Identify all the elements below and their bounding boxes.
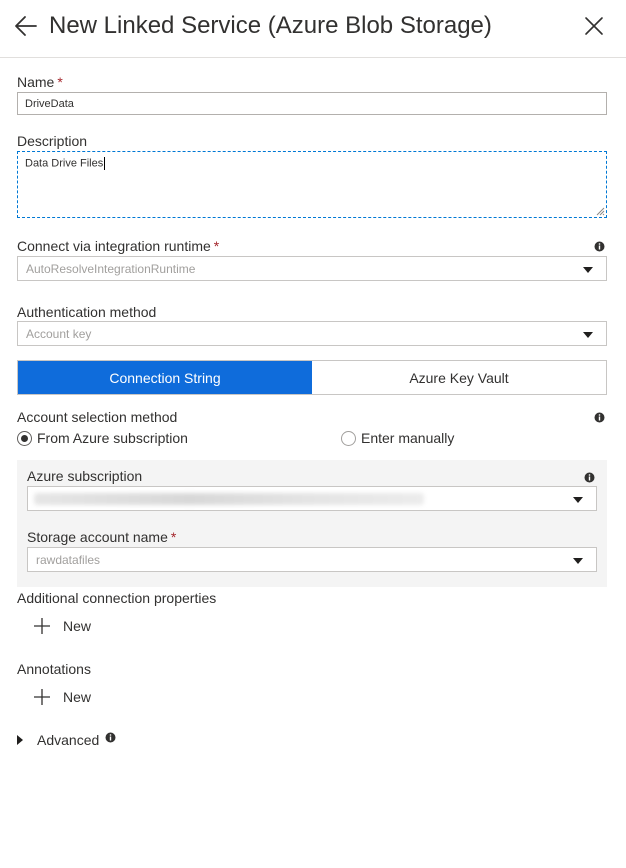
chevron-down-icon [583,332,593,338]
azure-subscription-dropdown[interactable] [27,486,597,511]
radio-unselected-icon [341,431,356,446]
chevron-down-icon [583,267,593,273]
description-value: Data Drive Files [25,157,104,170]
advanced-expander[interactable] [17,731,116,749]
connection-type-tabs [17,360,607,395]
tab-azure-key-vault[interactable]: Azure Key Vault [312,361,606,394]
storage-account-label [27,529,176,545]
name-input[interactable] [17,92,607,115]
info-icon[interactable] [594,241,605,252]
advanced-label: Advanced [37,732,100,748]
radio-label: Enter manually [361,430,455,446]
add-connection-property-button[interactable] [33,616,91,636]
tab-connection-string[interactable]: Connection String [18,361,312,394]
required-mark: * [213,238,220,254]
auth-method-dropdown[interactable] [17,321,607,346]
required-mark: * [170,529,177,545]
chevron-down-icon [573,558,583,564]
radio-enter-manually[interactable] [341,430,454,446]
integration-runtime-dropdown[interactable] [17,256,607,281]
redacted-subscription-value [34,493,424,505]
integration-runtime-value: AutoResolveIntegrationRuntime [26,262,196,276]
plus-icon [33,617,51,635]
account-selection-label: Account selection method [17,409,178,425]
page-title: New Linked Service (Azure Blob Storage) [49,12,492,39]
info-icon[interactable] [105,732,116,743]
storage-account-value: rawdatafiles [36,553,101,567]
back-arrow-icon[interactable] [12,12,40,40]
info-icon[interactable] [584,472,595,483]
name-label-text: Name [17,74,55,90]
close-icon[interactable] [582,14,606,38]
storage-account-dropdown[interactable] [27,547,597,572]
storage-account-label-text: Storage account name [27,529,168,545]
radio-from-azure-subscription[interactable] [17,430,188,446]
annotations-label: Annotations [17,661,91,677]
auth-method-label: Authentication method [17,304,157,320]
chevron-right-icon [17,735,23,745]
chevron-down-icon [573,497,583,503]
name-label [17,74,63,90]
auth-method-value: Account key [26,327,92,341]
new-label: New [63,689,92,705]
additional-properties-label: Additional connection properties [17,590,217,606]
description-label: Description [17,133,88,149]
info-icon[interactable] [594,412,605,423]
description-textarea[interactable] [17,151,607,218]
required-mark: * [57,74,63,90]
subscription-panel [17,460,607,587]
panel-header [0,0,626,58]
azure-subscription-label: Azure subscription [27,468,143,484]
text-caret [104,157,105,170]
integration-runtime-label [17,238,219,254]
integration-runtime-label-text: Connect via integration runtime [17,238,211,254]
add-annotation-button[interactable] [33,687,91,707]
resize-grip-icon[interactable] [595,206,605,216]
radio-label: From Azure subscription [37,430,188,446]
radio-selected-icon [17,431,32,446]
plus-icon [33,688,51,706]
new-label: New [63,618,92,634]
